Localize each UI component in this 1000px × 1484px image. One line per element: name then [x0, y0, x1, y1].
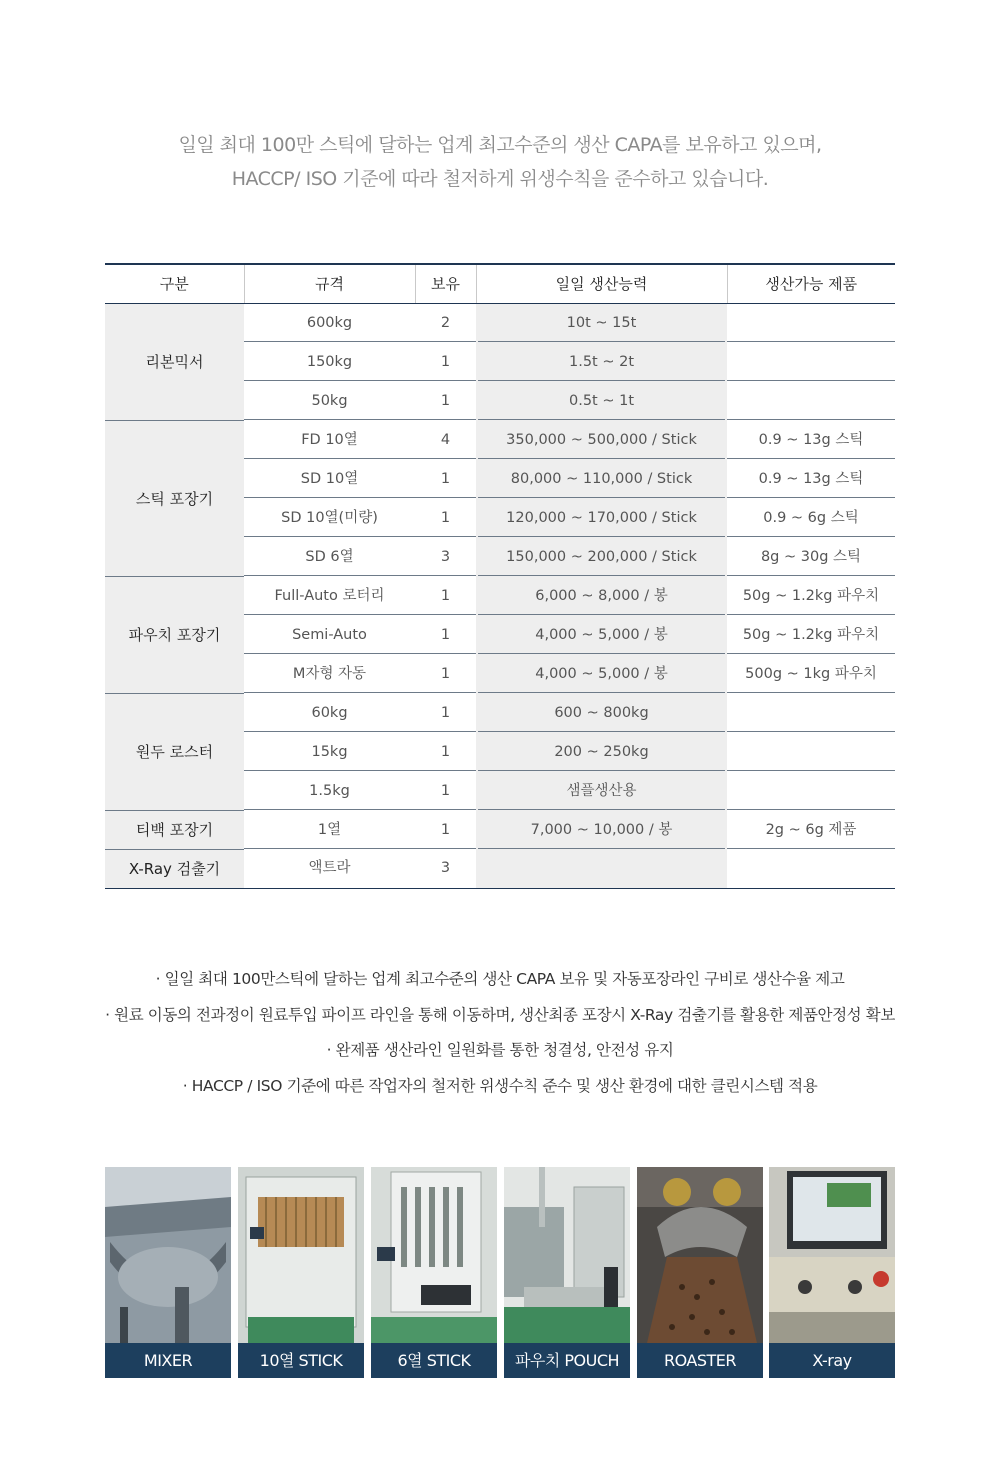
qty-cell: 1: [415, 343, 476, 381]
qty-cell: 1: [415, 811, 476, 849]
capacity-cell: 120,000 ~ 170,000 / Stick: [478, 499, 725, 537]
product-cell: 50g ~ 1.2kg 파우치: [727, 577, 895, 615]
photo-xray: [769, 1167, 895, 1378]
capacity-cell: [478, 849, 725, 887]
category-cell: 스틱 포장기: [105, 420, 244, 576]
product-cell: 2g ~ 6g 제품: [727, 811, 895, 849]
photo-label: ROASTER: [637, 1343, 763, 1378]
stick-6-image: [371, 1167, 497, 1343]
product-cell: 0.9 ~ 13g 스틱: [727, 421, 895, 459]
capacity-cell: 6,000 ~ 8,000 / 봉: [478, 577, 725, 615]
capacity-cell: 7,000 ~ 10,000 / 봉: [478, 811, 725, 849]
product-cell: [727, 849, 895, 887]
qty-cell: 3: [440, 860, 451, 877]
photo-label: X-ray: [769, 1343, 895, 1378]
pouch-image: [504, 1167, 630, 1343]
qty-cell: 1: [415, 616, 476, 654]
photo-label: 10열 STICK: [238, 1343, 364, 1378]
intro-line-1: 일일 최대 100만 스틱에 달하는 업계 최고수준의 생산 CAPA를 보유하고 있으며,: [178, 134, 822, 156]
header-category: 구분: [105, 264, 244, 303]
qty-cell: 1: [415, 577, 476, 615]
qty-cell: 1: [415, 694, 476, 732]
spec-cell: 1.5kg: [244, 772, 415, 810]
category-cell: 리본믹서: [105, 303, 244, 420]
qty-cell: 3: [415, 538, 476, 576]
table-row: [105, 849, 895, 888]
spec-cell: Full-Auto 로터리: [244, 577, 415, 615]
photo-mixer: [105, 1167, 231, 1378]
qty-cell: 1: [415, 382, 476, 420]
spec-cell: 150kg: [244, 343, 415, 381]
spec-cell: 1열: [244, 811, 415, 849]
capacity-cell: 4,000 ~ 5,000 / 봉: [478, 616, 725, 654]
spec-cell: M자형 자동: [244, 655, 415, 693]
header-capacity: 일일 생산능력: [476, 264, 727, 303]
photo-pouch: [504, 1167, 630, 1378]
product-cell: 8g ~ 30g 스틱: [727, 538, 895, 576]
photo-10-stick: [238, 1167, 364, 1378]
spec-cell: 15kg: [244, 733, 415, 771]
capacity-cell: 350,000 ~ 500,000 / Stick: [478, 421, 725, 459]
qty-cell: 1: [415, 772, 476, 810]
spec-cell: SD 10열(미량): [244, 499, 415, 537]
feature-item: · HACCP / ISO 기준에 따른 작업자의 철저한 위생수칙 준수 및 생산 환경에 대한 클린시스템 적용: [182, 1076, 818, 1095]
product-cell: [727, 304, 895, 342]
spec-cell: 액트라: [308, 860, 351, 877]
feature-item: · 일일 최대 100만스틱에 달하는 업계 최고수준의 생산 CAPA 보유 및 자동포장라인 구비로 생산수율 제고: [155, 970, 845, 988]
feature-item: · 완제품 생산라인 일원화를 통한 청결성, 안전성 유지: [326, 1041, 674, 1059]
equipment-table: [105, 263, 895, 889]
qty-cell: 1: [415, 460, 476, 498]
intro-text: [0, 128, 1000, 196]
capacity-cell: 10t ~ 15t: [478, 304, 725, 342]
photo-6-stick: [371, 1167, 497, 1378]
qty-cell: 1: [415, 655, 476, 693]
qty-cell: 1: [415, 499, 476, 537]
product-cell: 0.9 ~ 13g 스틱: [727, 460, 895, 498]
capacity-cell: 샘플생산용: [478, 772, 725, 810]
xray-image: [769, 1167, 895, 1343]
photo-label: MIXER: [105, 1343, 231, 1378]
category-cell: 원두 로스터: [105, 693, 244, 810]
table-header-row: [105, 264, 895, 303]
header-product: 생산가능 제품: [727, 264, 895, 303]
photo-label: 파우치 POUCH: [504, 1343, 630, 1378]
table-row: [105, 810, 895, 849]
category-cell: 티백 포장기: [105, 810, 244, 849]
photo-label: 6열 STICK: [371, 1343, 497, 1378]
product-cell: 0.9 ~ 6g 스틱: [727, 499, 895, 537]
spec-cell: 50kg: [244, 382, 415, 420]
product-cell: 500g ~ 1kg 파우치: [727, 655, 895, 693]
roaster-image: [637, 1167, 763, 1343]
spec-cell: SD 6열: [244, 538, 415, 576]
capacity-cell: 4,000 ~ 5,000 / 봉: [478, 655, 725, 693]
photo-roaster: [637, 1167, 763, 1378]
table-row: [105, 420, 895, 459]
capacity-cell: 200 ~ 250kg: [478, 733, 725, 771]
spec-cell: Semi-Auto: [244, 616, 415, 654]
spec-cell: 60kg: [244, 694, 415, 732]
stick-10-image: [238, 1167, 364, 1343]
feature-item: · 원료 이동의 전과정이 원료투입 파이프 라인을 통해 이동하며, 생산최종 포장시 X-Ray 검출기를 활용한 제품안정성 확보: [105, 1005, 895, 1024]
category-cell: 파우치 포장기: [105, 576, 244, 693]
qty-cell: 2: [415, 304, 476, 342]
product-cell: [727, 382, 895, 420]
product-cell: [727, 343, 895, 381]
table-row: [105, 693, 895, 732]
qty-cell: 1: [415, 733, 476, 771]
feature-list: [0, 962, 1000, 1104]
category-cell: X-Ray 검출기: [105, 849, 244, 888]
table-row: [105, 576, 895, 615]
spec-cell: SD 10열: [244, 460, 415, 498]
spec-cell: FD 10열: [244, 421, 415, 459]
capacity-cell: 1.5t ~ 2t: [478, 343, 725, 381]
header-qty: 보유: [415, 264, 476, 303]
product-cell: [727, 694, 895, 732]
capacity-cell: 80,000 ~ 110,000 / Stick: [478, 460, 725, 498]
equipment-photo-strip: [105, 1167, 895, 1378]
capacity-cell: 600 ~ 800kg: [478, 694, 725, 732]
product-cell: 50g ~ 1.2kg 파우치: [727, 616, 895, 654]
header-spec: 규격: [244, 264, 415, 303]
product-cell: [727, 733, 895, 771]
intro-line-2: HACCP/ ISO 기준에 따라 철저하게 위생수칙을 준수하고 있습니다.: [231, 168, 769, 190]
capacity-cell: 150,000 ~ 200,000 / Stick: [478, 538, 725, 576]
product-cell: [727, 772, 895, 810]
capacity-cell: 0.5t ~ 1t: [478, 382, 725, 420]
qty-cell: 4: [415, 421, 476, 459]
spec-cell: 600kg: [244, 304, 415, 342]
mixer-image: [105, 1167, 231, 1343]
table-row: [105, 303, 895, 342]
